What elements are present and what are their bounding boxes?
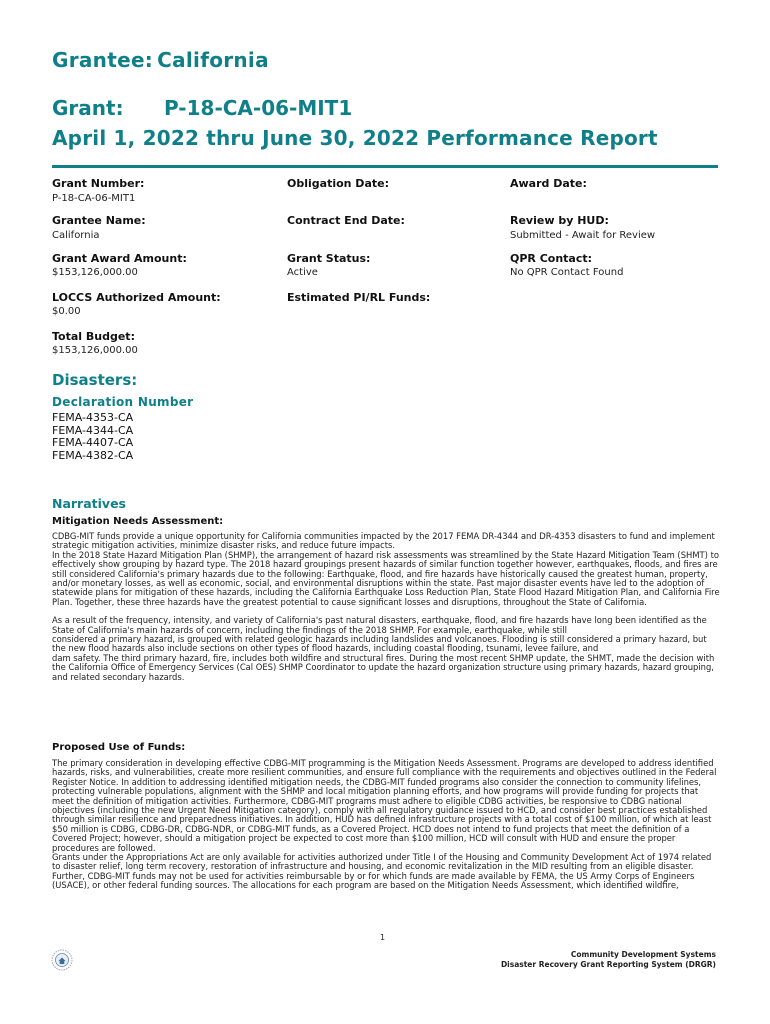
- grantee-name-value: California: [52, 230, 100, 241]
- disasters-heading: Disasters:: [52, 371, 138, 389]
- declaration-number-heading: Declaration Number: [52, 395, 194, 409]
- estimated-pirl-funds-label: Estimated PI/RL Funds:: [287, 291, 431, 304]
- proposed-use-text: [52, 759, 722, 891]
- grant-title: [52, 96, 352, 120]
- grantee-title: [52, 48, 269, 72]
- contract-end-date-label: Contract End Date:: [287, 214, 405, 227]
- loccs-authorized-amount-value: $0.00: [52, 306, 81, 317]
- proposed-use-heading: Proposed Use of Funds:: [52, 742, 186, 753]
- obligation-date-label: Obligation Date:: [287, 177, 389, 190]
- hud-seal-icon: [51, 949, 73, 971]
- total-budget-value: $153,126,000.00: [52, 345, 138, 356]
- grant-award-amount-label: Grant Award Amount:: [52, 252, 187, 265]
- review-by-hud-value: Submitted - Await for Review: [510, 230, 656, 241]
- grant-award-amount-value: $153,126,000.00: [52, 267, 138, 278]
- narratives-heading: Narratives: [52, 496, 126, 511]
- paragraph: dam safety. The third primary hazard, fire, includes both wildfire and structural fires. During the most recent SHMP update, the SHMT, made the decision with the California Office of Emergency Services (Cal OES) SHMP Coordinator to update the hazard organization structure using primary hazards, hazard grouping, and related secondary hazards.: [52, 652, 715, 682]
- grant-number-value: P-18-CA-06-MIT1: [52, 193, 136, 204]
- declaration-item: FEMA-4353-CA: [52, 411, 134, 424]
- grant-status-value: Active: [287, 267, 318, 278]
- grantee-label: Grantee:: [52, 48, 154, 72]
- grant-label: Grant:: [52, 96, 124, 120]
- header-divider: [52, 165, 718, 168]
- qpr-contact-label: QPR Contact:: [510, 252, 593, 265]
- footer-line-1: Community Development Systems: [570, 950, 716, 959]
- mitigation-needs-text: [52, 532, 722, 682]
- declaration-item: FEMA-4407-CA: [52, 436, 134, 449]
- paragraph: considered a primary hazard, is grouped with related geologic hazards including landslides and volcanoes. Flooding is still considered a primary hazard, but the new flood hazards also include sections on other types of flood hazards, including coastal flooding, tsunami, levee failure, and: [52, 634, 707, 654]
- grant-number-label: Grant Number:: [52, 177, 145, 190]
- declaration-item: FEMA-4344-CA: [52, 423, 134, 437]
- declaration-list: [52, 412, 133, 462]
- grantee-value: California: [157, 48, 269, 72]
- paragraph: As a result of the frequency, intensity, and variety of California's past natural disasters, earthquake, flood, and fire hazards have long been identified as the State of California's main hazards of concern, including the findings of the 2018 SHMP. For example, earthquake, while still: [52, 615, 707, 635]
- declaration-item: FEMA-4382-CA: [52, 448, 134, 462]
- review-by-hud-label: Review by HUD:: [510, 214, 609, 227]
- page-number: 1: [380, 933, 386, 942]
- grant-status-label: Grant Status:: [287, 252, 371, 265]
- footer-text: [501, 950, 716, 970]
- mitigation-needs-heading: Mitigation Needs Assessment:: [52, 516, 224, 527]
- grant-value: P-18-CA-06-MIT1: [164, 96, 353, 120]
- qpr-contact-value: No QPR Contact Found: [510, 267, 624, 278]
- paragraph: Grants under the Appropriations Act are only available for activities authorized under Title I of the Housing and Community Development Act of 1974 related to disaster relief, long term recovery, restoration of infrastructure and housing, and economic revitalization in the MID resulting from an eligible disaster. Further, CDBG-MIT funds may not be used for activities reimbursable by or for which funds are made available by FEMA, the US Army Corps of Engineers (USACE), or other federal funding sources. The allocations for each program are based on the Mitigation Needs Assessment, which identified wildfire,: [52, 852, 712, 891]
- loccs-authorized-amount-label: LOCCS Authorized Amount:: [52, 291, 221, 304]
- paragraph: In the 2018 State Hazard Mitigation Plan (SHMP), the arrangement of hazard risk assessments was streamlined by the State Hazard Mitigation Team (SHMT) to effectively show grouping by hazard type. The 2018 hazard groupings present hazards of similar function together however, earthquakes, floods, and fires are still considered California's primary hazards due to the following: Earthquake, flood, and fire hazards have historically caused the greatest human, property, and/or monetary losses, as well as economic, social, and environmental disruptions within the state. Past major disaster events have led to the adoption of statewide plans for mitigation of these hazards, including the California Earthquake Loss Reduction Plan, State Flood Hazard Mitigation Plan, and California Fire Plan. Together, these three hazards have the greatest potential to cause significant losses and disruptions, throughout the State of California.: [52, 549, 720, 607]
- award-date-label: Award Date:: [510, 177, 587, 190]
- report-title: April 1, 2022 thru June 30, 2022 Performance Report: [52, 126, 658, 150]
- paragraph: The primary consideration in developing effective CDBG-MIT programming is the Mitigation Needs Assessment. Programs are developed to address identified hazards, risks, and vulnerabilities, create more resilient communities, and ensure full compliance with the requirements and objectives outlined in the Federal Register Notice. In addition to addressing identified mitigation needs, the CDBG-MIT funded programs also consider the connection to community lifelines, protecting vulnerable populations, alignment with the SHMP and local mitigation planning efforts, and how programs will provide funding for projects that meet the definition of mitigation activities. Furthermore, CDBG-MIT programs must adhere to eligible CDBG activities, be responsive to CDBG national objectives (including the new Urgent Need Mitigation category), comply with all regulatory guidance issued to HCD, and consider best practices established through similar resilience and preparedness initiatives. In addition, HUD has defined infrastructure projects with a total cost of $100 million, of which at least $50 million is CDBG, CDBG-DR, CDBG-NDR, or CDBG-MIT funds, as a Covered Project. HCD does not intend to fund projects that meet the definition of a Covered Project; however, should a mitigation project be expected to cost more than $100 million, HCD will consult with HUD and ensure the proper procedures are followed.: [52, 758, 717, 853]
- footer-line-2: Disaster Recovery Grant Reporting System (DRGR): [500, 960, 716, 969]
- paragraph: CDBG-MIT funds provide a unique opportunity for California communities impacted by the 2017 FEMA DR-4344 and DR-4353 disasters to fund and implement strategic mitigation activities, minimize disaster risks, and reduce future impacts.: [52, 531, 715, 551]
- total-budget-label: Total Budget:: [52, 330, 135, 343]
- grantee-name-label: Grantee Name:: [52, 214, 146, 227]
